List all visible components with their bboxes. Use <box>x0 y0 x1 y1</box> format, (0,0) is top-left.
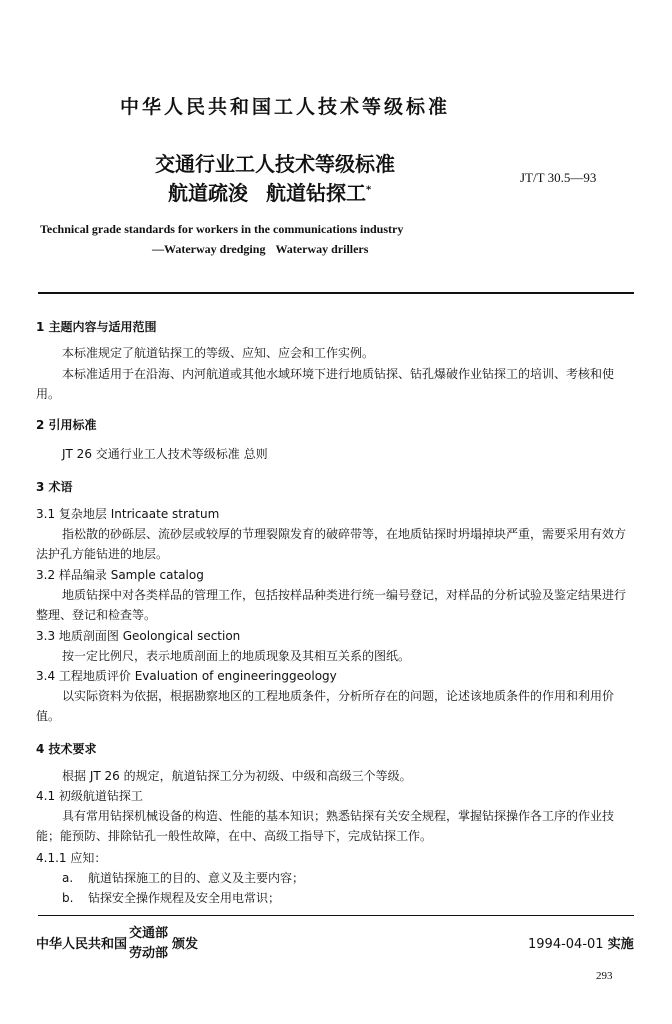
title-footnote-mark: * <box>366 184 372 196</box>
section-3-title: 3 术语 <box>36 480 73 494</box>
term-3-3-heading: 3.3 地质剖面图 Geolongical section <box>36 629 241 643</box>
document-title-line2 <box>168 177 371 206</box>
term-3-2-definition: 地质钻探中对各类样品的管理工作，包括按样品种类进行统一编号登记，对样品的分析试验及鉴定结果进行整理、登记和检查等。 <box>36 588 627 622</box>
list-item-b-label: b. <box>62 891 74 905</box>
section-4-paragraph: 根据 JT 26 的规定，航道钻探工分为初级、中级和高级三个等级。 <box>62 769 412 783</box>
section-1-paragraph-1: 本标准规定了航道钻探工的等级、应知、应会和工作实例。 <box>62 346 375 360</box>
standard-code: JT/T 30.5—93 <box>520 170 597 185</box>
section-4-1-paragraph: 具有常用钻探机械设备的构造、性能的基本知识；熟悉钻探有关安全规程，掌握钻探操作各工序的作业技能；能预防、排除钻孔一般性故障，在中、高级工指导下，完成钻探工作。 <box>36 809 615 843</box>
english-subtitle-dredging: —Waterway dredging <box>152 242 266 256</box>
header-divider <box>38 292 634 294</box>
issuer-ministry-labour: 劳动部 <box>129 946 169 961</box>
section-2-reference: JT 26 交通行业工人技术等级标准 总则 <box>62 447 268 461</box>
english-title-line1: Technical grade standards for workers in the communications industry <box>40 222 404 236</box>
section-4-1-heading: 4.1 初级航道钻探工 <box>36 789 143 803</box>
issuer-prefix: 中华人民共和国 <box>36 937 128 952</box>
english-title-line2 <box>152 242 378 257</box>
issue-word: 颁发 <box>172 937 199 952</box>
effective-date <box>528 933 634 952</box>
national-standard-heading: 中华人民共和国工人技术等级标准 <box>120 96 451 118</box>
section-4-1-1-heading: 4.1.1 应知： <box>36 851 107 865</box>
section-1-paragraph-2: 本标准适用于在沿海、内河航道或其他水域环境下进行地质钻探、钻孔爆破作业钻探工的培训、考核和使用。 <box>36 367 615 401</box>
list-item-a <box>62 870 304 886</box>
english-subtitle-drillers: Waterway drillers <box>275 242 369 256</box>
footer-divider <box>38 915 634 916</box>
list-item-b-text: 钻探安全操作规程及安全用电常识； <box>88 891 281 905</box>
section-2-title: 2 引用标准 <box>36 418 97 432</box>
list-item-a-label: a. <box>62 871 74 885</box>
section-1-title: 1 主题内容与适用范围 <box>36 320 157 334</box>
issuer-ministry-transport: 交通部 <box>129 926 169 941</box>
term-3-1-definition: 指松散的砂砾层、流砂层或较厚的节理裂隙发育的破碎带等，在地质钻探时坍塌掉块严重，需要采用有效方法护孔方能钻进的地层。 <box>36 527 627 561</box>
term-3-1-heading: 3.1 复杂地层 Intricaate stratum <box>36 507 220 521</box>
term-3-4-definition: 以实际资料为依据，根据勘察地区的工程地质条件，分析所存在的问题，论述该地质条件的作用和利用价值。 <box>36 689 615 723</box>
effective-date-value: 1994-04-01 <box>528 937 604 952</box>
list-item-b <box>62 890 280 906</box>
title-subject-dredging: 航道疏浚 <box>168 181 248 205</box>
section-4-title: 4 技术要求 <box>36 742 97 756</box>
list-item-a-text: 航道钻探施工的目的、意义及主要内容； <box>88 871 305 885</box>
page-number: 293 <box>596 970 613 982</box>
issuer-ministries <box>129 924 168 964</box>
term-3-3-definition: 按一定比例尺，表示地质剖面上的地质现象及其相互关系的图纸。 <box>62 649 411 663</box>
term-3-4-heading: 3.4 工程地质评价 Evaluation of engineeringgeology <box>36 669 337 683</box>
title-subject-drillers: 航道钻探工 <box>266 181 366 205</box>
document-title-line1: 交通行业工人技术等级标准 <box>155 152 395 176</box>
effective-word: 实施 <box>607 937 634 952</box>
term-3-2-heading: 3.2 样品编录 Sample catalog <box>36 568 204 582</box>
